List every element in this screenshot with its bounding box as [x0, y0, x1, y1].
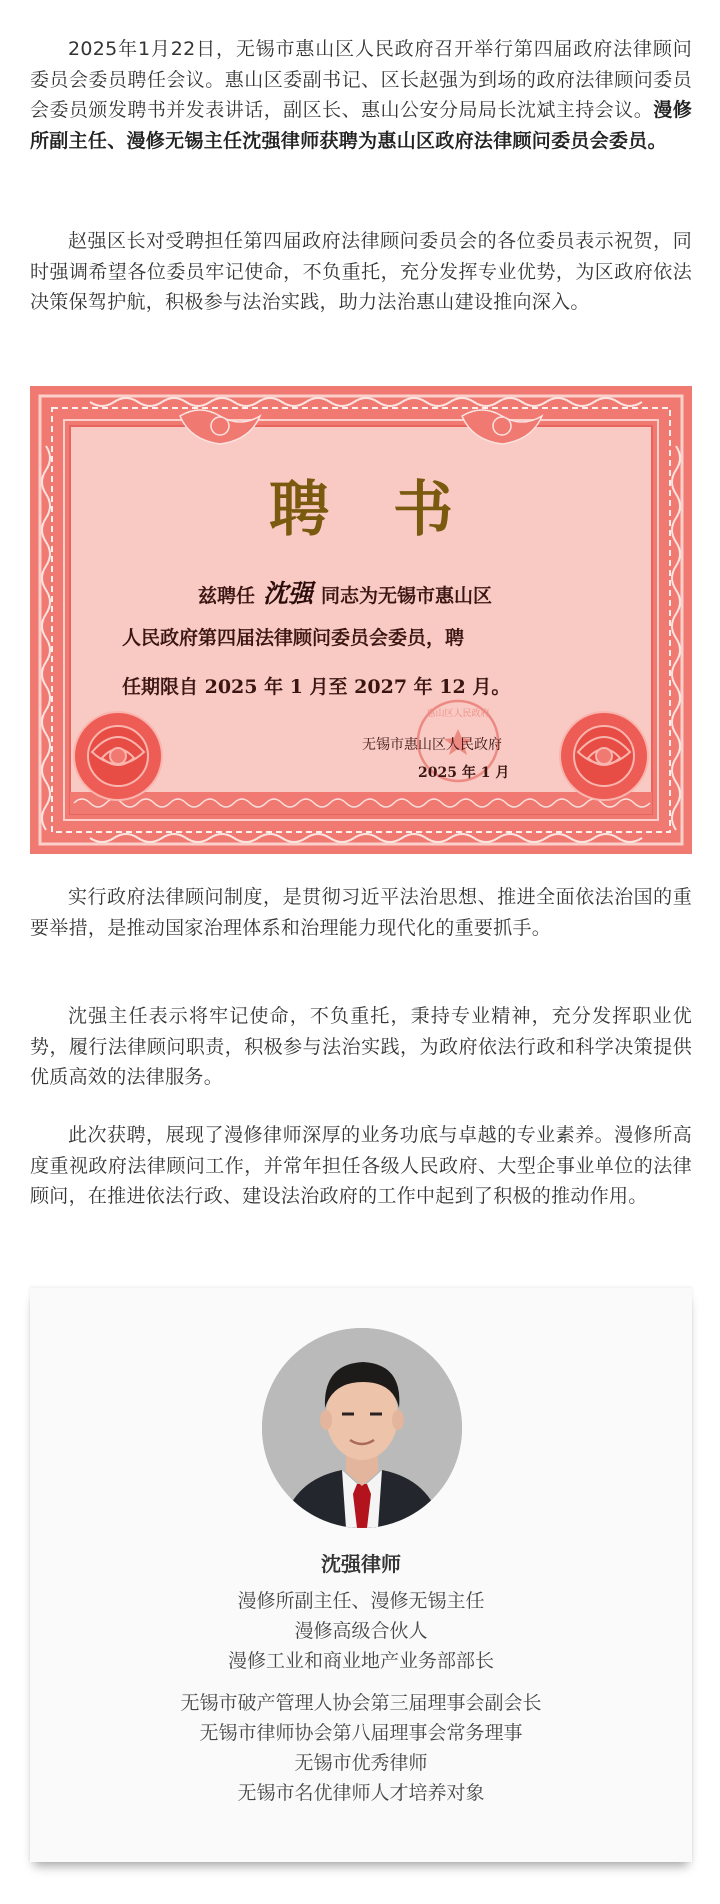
title-line: 漫修所副主任、漫修无锡主任: [237, 1590, 485, 1612]
paragraph-system: 实行政府法律顾问制度，是贯彻习近平法治思想、推进全面依法治国的重要举措，是推动国家治理体系和治理能力现代化的重要抓手。: [30, 886, 692, 939]
affiliation-line: 无锡市优秀律师: [294, 1752, 428, 1774]
certificate-line-3: 任期限自 2025 年 1 月至 2027 年 12 月。: [122, 676, 511, 698]
paragraph-intro: [30, 34, 692, 156]
certificate-date: 2025 年 1 月: [418, 765, 510, 781]
certificate-issuer: 无锡市惠山区人民政府: [362, 737, 502, 753]
title-line: 漫修高级合伙人: [294, 1620, 428, 1642]
certificate-title: 聘书: [269, 475, 517, 545]
paragraph-conclusion: 此次获聘，展现了漫修律师深厚的业务功底与卓越的专业素养。漫修所高度重视政府法律顾问工作，并常年担任各级人民政府、大型企事业单位的法律顾问，在推进依法行政、建设法治政府的工作中起到了积极的推动作用。: [30, 1124, 692, 1207]
affiliation-line: 无锡市破产管理人协会第三届理事会副会长: [180, 1692, 542, 1714]
avatar: [262, 1328, 462, 1528]
affiliation-line: 无锡市律师协会第八届理事会常务理事: [199, 1722, 523, 1744]
certificate-line-2: 人民政府第四届法律顾问委员会委员，聘: [122, 627, 465, 649]
appointment-certificate: [30, 386, 692, 854]
paragraph-statement: 沈强主任表示将牢记使命，不负重托，秉持专业精神，充分发挥职业优势，履行法律顾问职责，积极参与法治实践，为政府依法行政和科学决策提供优质高效的法律服务。: [30, 1005, 692, 1088]
svg-text:惠山区人民政府: 惠山区人民政府: [426, 709, 490, 719]
certificate-line-1: [198, 574, 692, 610]
certificate-frame-graphic: [30, 386, 692, 854]
spacer: [30, 1676, 692, 1688]
paragraph-congratulation: 赵强区长对受聘担任第四届政府法律顾问委员会的各位委员表示祝贺，同时强调希望各位委员牢记使命，不负重托，充分发挥专业优势，为区政府依法决策保驾护航，积极参与法治实践，助力法治惠山建设推向深入。: [30, 230, 692, 313]
certificate-appointee-name: 沈强: [263, 579, 314, 608]
lawyer-profile-card: [30, 1288, 692, 1862]
title-line: 漫修工业和商业地产业务部部长: [227, 1650, 494, 1672]
portrait-photo: [262, 1328, 462, 1528]
lawyer-name: 沈强律师: [321, 1552, 401, 1576]
certificate-line-1-suffix: 同志为无锡市惠山区: [321, 585, 493, 607]
intro-text: 2025年1月22日，无锡市惠山区人民政府召开举行第四届政府法律顾问委员会委员聘任会议。惠山区委副书记、区长赵强为到场的政府法律顾问委员会委员颁发聘书并发表讲话，副区长、惠山公安分局局长沈斌主持会议。: [30, 38, 692, 121]
affiliation-line: 无锡市名优律师人才培养对象: [237, 1782, 485, 1804]
lawyer-credentials: [30, 1586, 692, 1808]
intro-highlight: 漫修所副主任、漫修无锡主任沈强律师获聘为惠山区政府法律顾问委员会委员。: [30, 99, 692, 152]
rose-left: [74, 712, 162, 800]
rose-right: [560, 712, 648, 800]
certificate-line-1-prefix: 兹聘任: [198, 585, 256, 607]
